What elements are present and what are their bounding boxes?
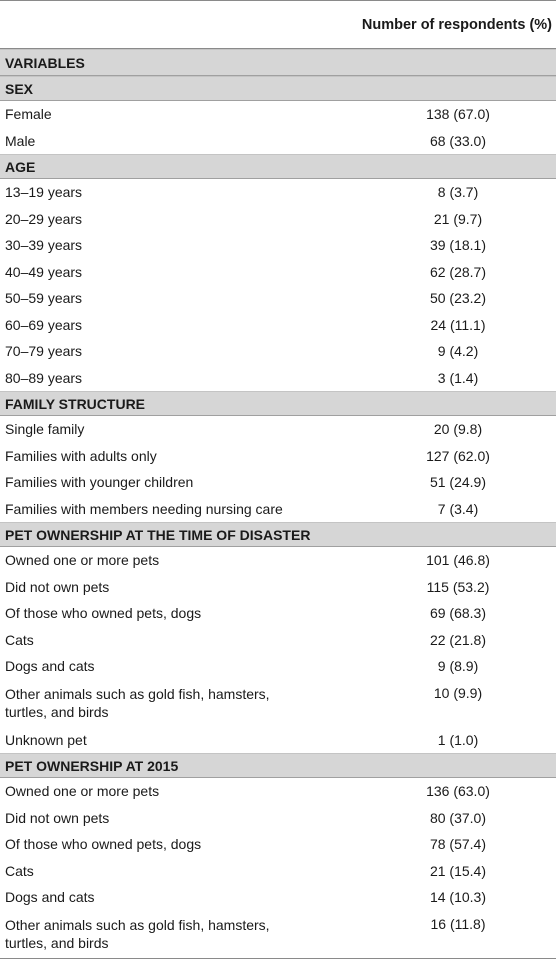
row-label: Did not own pets xyxy=(5,809,110,826)
row-value: 51 (24.9) xyxy=(429,474,487,491)
table-row xyxy=(0,338,556,365)
table-row xyxy=(0,416,556,443)
table-header xyxy=(0,1,556,49)
row-label: Cats xyxy=(5,631,34,648)
table-row xyxy=(0,312,556,339)
row-label: 50–59 years xyxy=(5,290,83,307)
section-header xyxy=(0,76,556,101)
row-label: Of those who owned pets, dogs xyxy=(5,605,202,622)
row-label: 20–29 years xyxy=(5,210,83,227)
table-row xyxy=(0,858,556,885)
table-row xyxy=(0,101,556,128)
row-value: 9 (4.2) xyxy=(437,343,479,360)
row-value: 24 (11.1) xyxy=(430,316,486,333)
row-label: 80–89 years xyxy=(5,369,83,386)
row-value: 9 (8.9) xyxy=(437,658,479,675)
table-row xyxy=(0,469,556,496)
table-row xyxy=(0,443,556,470)
row-value: 101 (46.8) xyxy=(426,552,490,569)
row-value: 78 (57.4) xyxy=(429,836,487,853)
section-title: PET OWNERSHIP AT 2015 xyxy=(5,757,179,774)
table-row xyxy=(0,365,556,392)
table-row xyxy=(0,600,556,627)
row-label: Of those who owned pets, dogs xyxy=(5,836,202,853)
section-title: AGE xyxy=(5,158,36,175)
row-value: 14 (10.3) xyxy=(429,889,487,906)
row-value: 127 (62.0) xyxy=(426,447,490,464)
row-label: Single family xyxy=(5,421,85,438)
row-label: Other animals such as gold fish, hamsters, turtles, and birds xyxy=(5,686,270,720)
table-row xyxy=(0,128,556,155)
table-row xyxy=(0,574,556,601)
table-row xyxy=(0,831,556,858)
section-header xyxy=(0,391,556,416)
row-label: 40–49 years xyxy=(5,263,83,280)
table-row xyxy=(0,727,556,754)
row-value: 16 (11.8) xyxy=(430,915,486,932)
row-label: Owned one or more pets xyxy=(5,783,160,800)
row-label: Owned one or more pets xyxy=(5,552,160,569)
row-value: 39 (18.1) xyxy=(429,237,487,254)
section-header xyxy=(0,154,556,179)
row-value: 1 (1.0) xyxy=(437,731,479,748)
row-label: 70–79 years xyxy=(5,343,83,360)
row-label: Female xyxy=(5,106,52,123)
table-row xyxy=(0,496,556,523)
section-title: VARIABLES xyxy=(5,54,85,71)
row-label: Families with members needing nursing care xyxy=(5,500,283,517)
section-title: PET OWNERSHIP AT THE TIME OF DISASTER xyxy=(5,526,311,543)
section-title: FAMILY STRUCTURE xyxy=(5,395,146,412)
row-value: 68 (33.0) xyxy=(429,132,487,149)
row-label: Families with younger children xyxy=(5,474,194,491)
table-body xyxy=(0,49,556,958)
table-row xyxy=(0,653,556,680)
row-label: 60–69 years xyxy=(5,316,83,333)
row-value: 136 (63.0) xyxy=(426,783,490,800)
table-row xyxy=(0,179,556,206)
row-label: Families with adults only xyxy=(5,447,157,464)
table-row xyxy=(0,911,556,958)
table-row xyxy=(0,778,556,805)
row-value: 50 (23.2) xyxy=(429,290,487,307)
table-row xyxy=(0,884,556,911)
row-value: 7 (3.4) xyxy=(437,500,479,517)
row-value: 138 (67.0) xyxy=(426,106,490,123)
row-label: Male xyxy=(5,132,36,149)
table-row xyxy=(0,547,556,574)
section-title: SEX xyxy=(5,80,34,97)
row-value: 21 (9.7) xyxy=(433,210,483,227)
row-value: 62 (28.7) xyxy=(429,263,487,280)
section-header xyxy=(0,49,556,76)
table-row xyxy=(0,232,556,259)
bottom-rule xyxy=(0,958,556,959)
row-value: 21 (15.4) xyxy=(429,862,487,879)
table-row xyxy=(0,206,556,233)
row-value: 22 (21.8) xyxy=(429,631,487,648)
table-row xyxy=(0,805,556,832)
row-value: 10 (9.9) xyxy=(433,684,483,701)
table-row xyxy=(0,285,556,312)
row-value: 115 (53.2) xyxy=(426,578,490,595)
row-value: 20 (9.8) xyxy=(433,421,483,438)
row-value: 8 (3.7) xyxy=(437,184,479,201)
row-label: Dogs and cats xyxy=(5,658,95,675)
section-header xyxy=(0,753,556,778)
table-row xyxy=(0,259,556,286)
row-label: Dogs and cats xyxy=(5,889,95,906)
row-value: 80 (37.0) xyxy=(429,809,487,826)
section-header xyxy=(0,522,556,547)
row-label: Other animals such as gold fish, hamsters, turtles, and birds xyxy=(5,917,270,951)
row-label: Did not own pets xyxy=(5,578,110,595)
row-label: 30–39 years xyxy=(5,237,83,254)
row-value: 3 (1.4) xyxy=(437,369,479,386)
row-value: 69 (68.3) xyxy=(429,605,487,622)
table-row xyxy=(0,627,556,654)
row-label: 13–19 years xyxy=(5,184,83,201)
row-label: Cats xyxy=(5,862,34,879)
row-label: Unknown pet xyxy=(5,731,87,748)
column-title: Number of respondents (%) xyxy=(361,16,552,33)
table-row xyxy=(0,680,556,727)
